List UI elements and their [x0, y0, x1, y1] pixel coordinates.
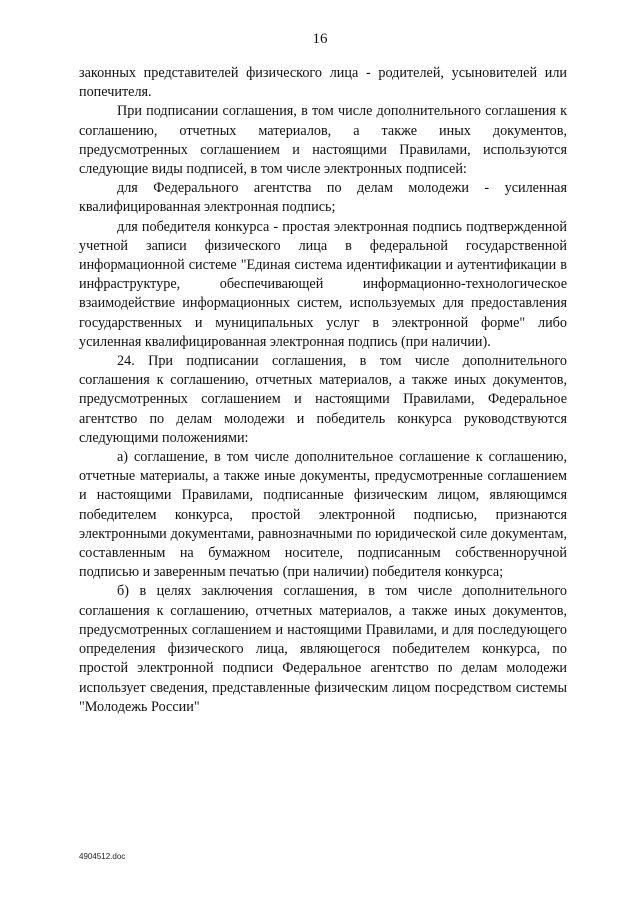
document-body	[79, 64, 567, 717]
paragraph: законных представителей физического лица - родителей, усыновителей или попечителя.	[79, 65, 567, 101]
paragraph: для Федерального агентства по делам молодежи - усиленная квалифицированная электронная подпись;	[79, 180, 567, 216]
paragraph: При подписании соглашения, в том числе дополнительного соглашения к соглашению, отчетных материалов, а также иных документов, предусмотренных соглашением и настоящими Правилами, используются следующие виды подписей, в том числе электронных подписей:	[79, 103, 567, 178]
paragraph: для победителя конкурса - простая электронная подпись подтвержденной учетной записи физического лица в федеральной государственной информационной системе "Единая система идентификации и аутентификации в инфраструктуре, обеспечивающей информационно-технологическое взаимодействие информационных систем, используемых для предоставления государственных и муниципальных услуг в электронной форме" либо усиленная квалифицированная электронная подпись (при наличии).	[79, 218, 567, 350]
paragraph: б) в целях заключения соглашения, в том числе дополнительного соглашения к соглашению, отчетных материалов, а также иных документов, предусмотренных соглашением и настоящими Правилами, и для последующего определения физического лица, являющегося победителем конкурса, по простой электронной подписи Федеральное агентство по делам молодежи использует сведения, представленные физическим лицом посредством системы "Молодежь России"	[79, 583, 567, 715]
page-number: 16	[312, 31, 328, 47]
document-footer-filename: 4904512.doc	[79, 852, 126, 861]
paragraph: а) соглашение, в том числе дополнительное соглашение к соглашению, отчетные материалы, а также иные документы, предусмотренные соглашением и настоящими Правилами, подписанные физическим лицом, являющимся победителем конкурса, простой электронной подписью, признаются электронными документами, равнозначными по юридической силе документам, составленным на бумажном носителе, подписанным собственноручной подписью и заверенным печатью (при наличии) победителя конкурса;	[79, 449, 567, 581]
paragraph: 24. При подписании соглашения, в том числе дополнительного соглашения к соглашению, отчетных материалов, а также иных документов, предусмотренных соглашением и настоящими Правилами, Федеральное агентство по делам молодежи и победитель конкурса руководствуются следующими положениями:	[79, 353, 567, 446]
